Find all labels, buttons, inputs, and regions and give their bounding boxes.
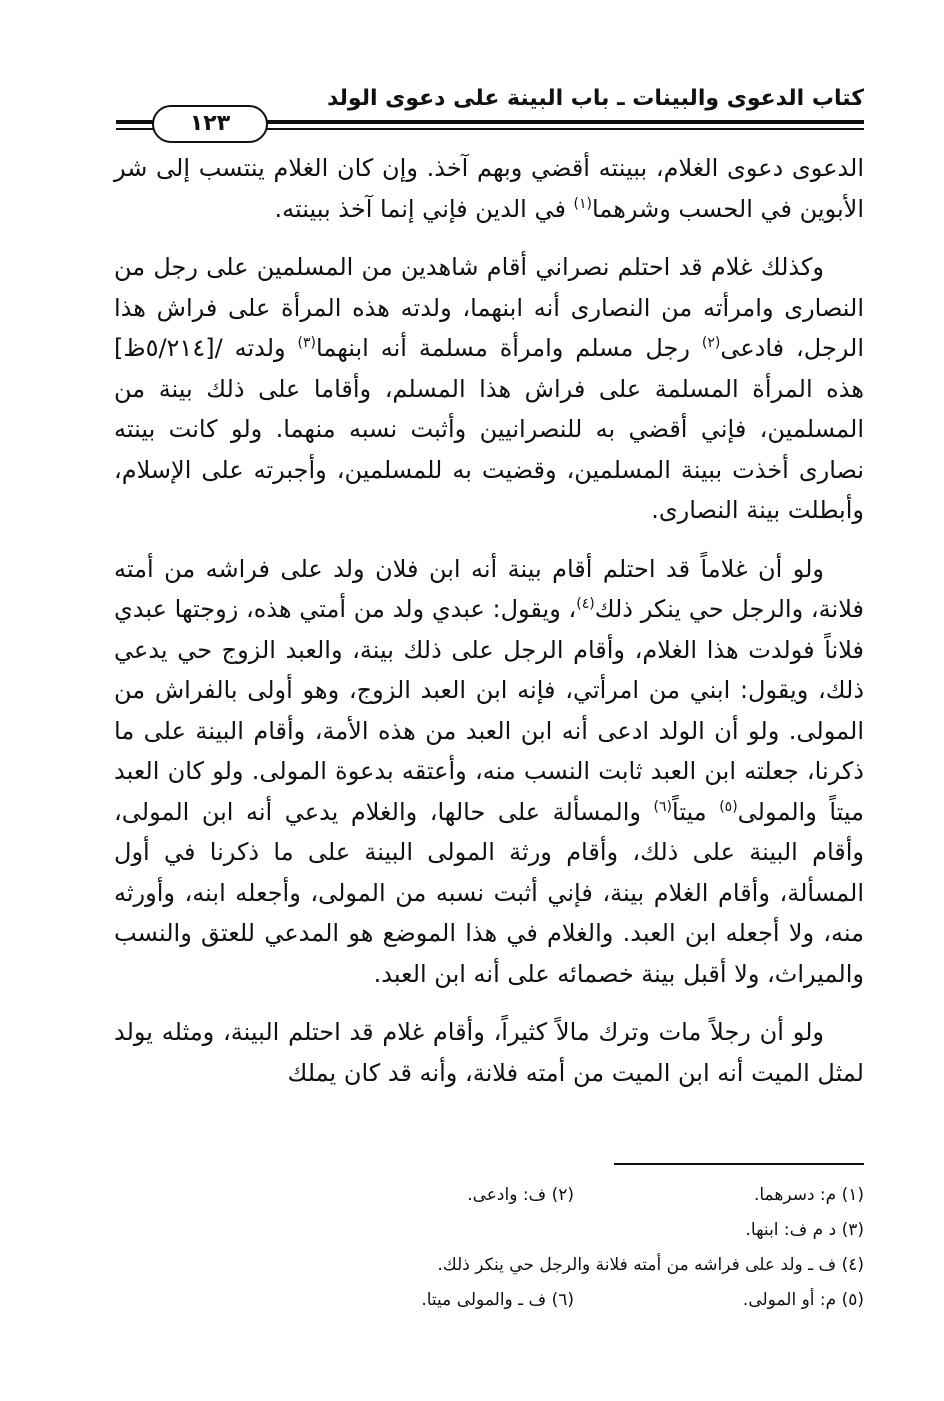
footnote-marker: (١): [573, 195, 593, 212]
page-header: [116, 80, 864, 136]
footnote-marker: (٥): [719, 798, 738, 815]
paragraph-text: ولدته /[٥/٢١٤ظ] هذه المرأة المسلمة على فراش هذا المسلم، وأقاما على ذلك بينة من المسلمين، فإني أقضي به للنصرانيين وأثبت نسبه منهما. ولو كانت بينته نصارى أخذت ببينة المسلمين، وقضيت به للمسلمين، وأجبرته على الإسلام، وأبطلت بينة النصارى.: [114, 334, 864, 524]
paragraph: [114, 549, 864, 995]
page-number: ١٢٣: [152, 105, 268, 143]
paragraph-text: ميتاً: [672, 797, 720, 826]
paragraph: [114, 1012, 864, 1093]
footnote-3: (٣) د م ف: ابنها.: [745, 1220, 864, 1240]
footnotes: [250, 1178, 864, 1318]
paragraph-text: والمسألة على حالها، والغلام يدعي أنه ابن المولى، وأقام البينة على ذلك، وأقام ورثة المولى البينة على ما ذكرنا في أول المسألة، وأقام الغلام بينة، فإني أثبت نسبه من المولى، وأجعله ابنه، وأورثه منه، ولا أجعله ابن العبد. والغلام في هذا الموضع هو المدعي للعتق والنسب والميراث، ولا أقبل بينة خصمائه على أنه ابن العبد.: [114, 797, 864, 988]
paragraph-text: ولو أن غلاماً قد احتلم أقام بينة أنه ابن فلان ولد على فراشه من أمته فلانة، والرجل حي ينكر ذلك: [114, 554, 864, 623]
main-text: [114, 148, 864, 1111]
footnote-marker: (٤): [576, 596, 595, 612]
footnote-5: (٥) م: أو المولى.: [742, 1290, 864, 1310]
footnote-row: [250, 1178, 864, 1213]
footnote-row: [250, 1213, 864, 1248]
footnote-1: (١) م: دسرهما.: [753, 1185, 864, 1205]
footnote-2: (٢) ف: وادعى.: [467, 1185, 574, 1205]
paragraph: [114, 247, 864, 531]
footnote-marker: (٦): [653, 798, 672, 815]
footnote-4: (٤) ف ـ ولد على فراشه من أمته فلانة والرجل حي ينكر ذلك.: [437, 1255, 864, 1275]
paragraph-text: وكذلك غلام قد احتلم نصراني أقام شاهدين من المسلمين على رجل من النصارى وامرأته من النصارى أنه ابنهما، ولدته هذه المرأة على فراش هذا الرجل، فادعى: [114, 253, 864, 362]
paragraph-text: رجل مسلم وامرأة مسلمة أنه ابنهما: [316, 334, 702, 362]
footnote-row: [250, 1248, 864, 1283]
paragraph-text: ولو أن رجلاً مات وترك مالاً كثيراً، وأقام غلام قد احتلم البينة، ومثله يولد لمثل الميت أنه ابن الميت من أمته فلانة، وأنه قد كان يملك: [114, 1018, 864, 1087]
paragraph-text: الدعوى دعوى الغلام، ببينته أقضي وبهم آخذ. وإن كان الغلام ينتسب إلى شر الأبوين في الحسب وشرهما: [114, 154, 864, 223]
paragraph-text: في الدين فإني إنما آخذ ببينته.: [274, 194, 574, 223]
footnote-6: (٦) ف ـ والمولى ميتا.: [421, 1290, 574, 1310]
footnote-row: [250, 1283, 864, 1318]
footnote-separator: [614, 1163, 864, 1165]
footnote-marker: (٢): [701, 335, 721, 351]
running-title: كتاب الدعوى والبينات ـ باب البينة على دعوى الولد: [326, 86, 864, 111]
paragraph-text: ، ويقول: عبدي ولد من أمتي هذه، زوجتها عبدي فلاناً فولدت هذا الغلام، وأقام الرجل على ذلك بينة، والعبد الزوج حي يدعي ذلك، ويقول: ابني من امرأتي، فإنه ابن العبد الزوج، وهو أولى بالفراش من المولى. ولو أن الولد ادعى أنه ابن العبد من هذه الأمة، وأقام البينة على ما ذكرنا، جعلته ابن العبد ثابت النسب منه، وأعتقه بدعوة المولى. ولو كان العبد ميتاً والمولى: [114, 595, 864, 826]
paragraph: [114, 148, 864, 229]
footnote-marker: (٣): [297, 335, 316, 351]
